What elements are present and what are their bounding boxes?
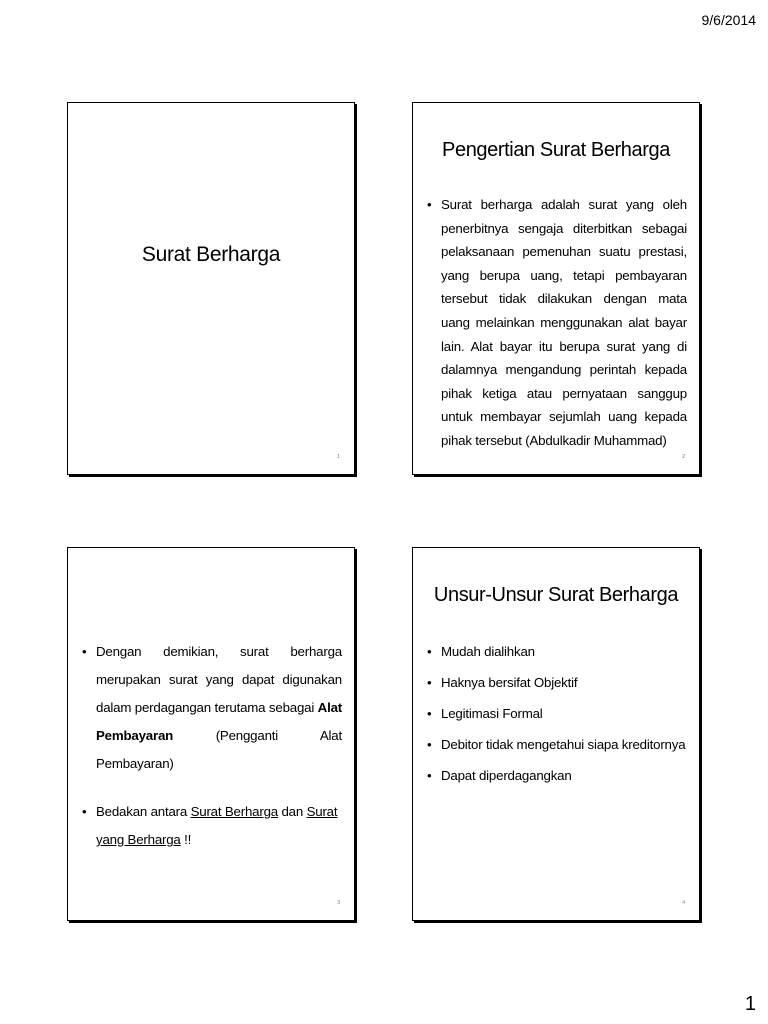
list-item-text: Debitor tidak mengetahui siapa kreditornya bbox=[441, 737, 686, 752]
bullet-list bbox=[427, 193, 687, 453]
bullet-item bbox=[427, 193, 687, 453]
underlined-term-1: Surat Berharga bbox=[190, 804, 278, 819]
slide-1 bbox=[67, 102, 355, 475]
bullet-dot-icon: • bbox=[427, 675, 432, 690]
list-item-text: Haknya bersifat Objektif bbox=[441, 675, 578, 690]
bullet-dot-icon: • bbox=[82, 644, 87, 659]
list-item bbox=[427, 671, 687, 694]
list-item-text: Mudah dialihkan bbox=[441, 644, 535, 659]
slide-number: 1 bbox=[337, 454, 340, 460]
bullet-dot-icon: • bbox=[427, 644, 432, 659]
slide-number: 4 bbox=[682, 900, 685, 906]
bullet-text bbox=[96, 638, 342, 778]
slide-2 bbox=[412, 102, 700, 475]
underlined-term-2: Surat yang Berharga bbox=[96, 804, 338, 847]
bullet-text-pre: Bedakan antara bbox=[96, 804, 188, 819]
list-item-text: Legitimasi Formal bbox=[441, 706, 543, 721]
list-item bbox=[427, 702, 687, 725]
slide-number: 2 bbox=[682, 454, 685, 460]
list-item bbox=[427, 764, 687, 787]
slide-title: Unsur-Unsur Surat Berharga bbox=[433, 584, 679, 606]
bullet-dot-icon: • bbox=[427, 197, 432, 212]
slide-number: 3 bbox=[337, 900, 340, 906]
bullet-dot-icon: • bbox=[427, 768, 432, 783]
bullet-text-main: Dengan demikian, surat berharga merupakan surat yang dapat digunakan dalam perdagangan terutama sebagai bbox=[96, 644, 342, 715]
bold-term: Alat Pembayaran bbox=[96, 700, 342, 743]
bullet-dot-icon: • bbox=[427, 737, 432, 752]
page-number: 1 bbox=[744, 993, 756, 1015]
bullet-list bbox=[427, 640, 687, 795]
slide-title: Surat Berharga bbox=[141, 243, 281, 266]
bullet-dot-icon: • bbox=[82, 804, 87, 819]
bullet-text bbox=[96, 798, 342, 854]
slide-4 bbox=[412, 547, 700, 921]
bullet-list bbox=[82, 638, 342, 854]
slide-title: Pengertian Surat Berharga bbox=[442, 139, 670, 161]
bullet-item bbox=[82, 638, 342, 778]
list-item bbox=[427, 733, 687, 756]
list-item-text: Dapat diperdagangkan bbox=[441, 768, 572, 783]
bullet-text-mid: dan bbox=[281, 804, 304, 819]
slide-3 bbox=[67, 547, 355, 921]
bullet-text-tail: (Pengganti Alat Pembayaran) bbox=[96, 728, 342, 771]
list-item bbox=[427, 640, 687, 663]
print-date: 9/6/2014 bbox=[701, 12, 756, 28]
bullet-text: Surat berharga adalah surat yang oleh penerbitnya sengaja diterbitkan sebagai pelaksanaan pemenuhan suatu prestasi, yang berupa uang, tetapi pembayaran tersebut tidak dilakukan dengan mata uang melainkan menggunakan alat bayar lain. Alat bayar itu berupa surat yang di dalamnya mengandung perintah kepada pihak ketiga atau pernyataan sanggup untuk membayar sejumlah uang kepada pihak tersebut (Abdulkadir Muhammad) bbox=[441, 197, 687, 448]
bullet-item bbox=[82, 798, 342, 854]
bullet-text-tail: !! bbox=[184, 832, 192, 847]
bullet-dot-icon: • bbox=[427, 706, 432, 721]
